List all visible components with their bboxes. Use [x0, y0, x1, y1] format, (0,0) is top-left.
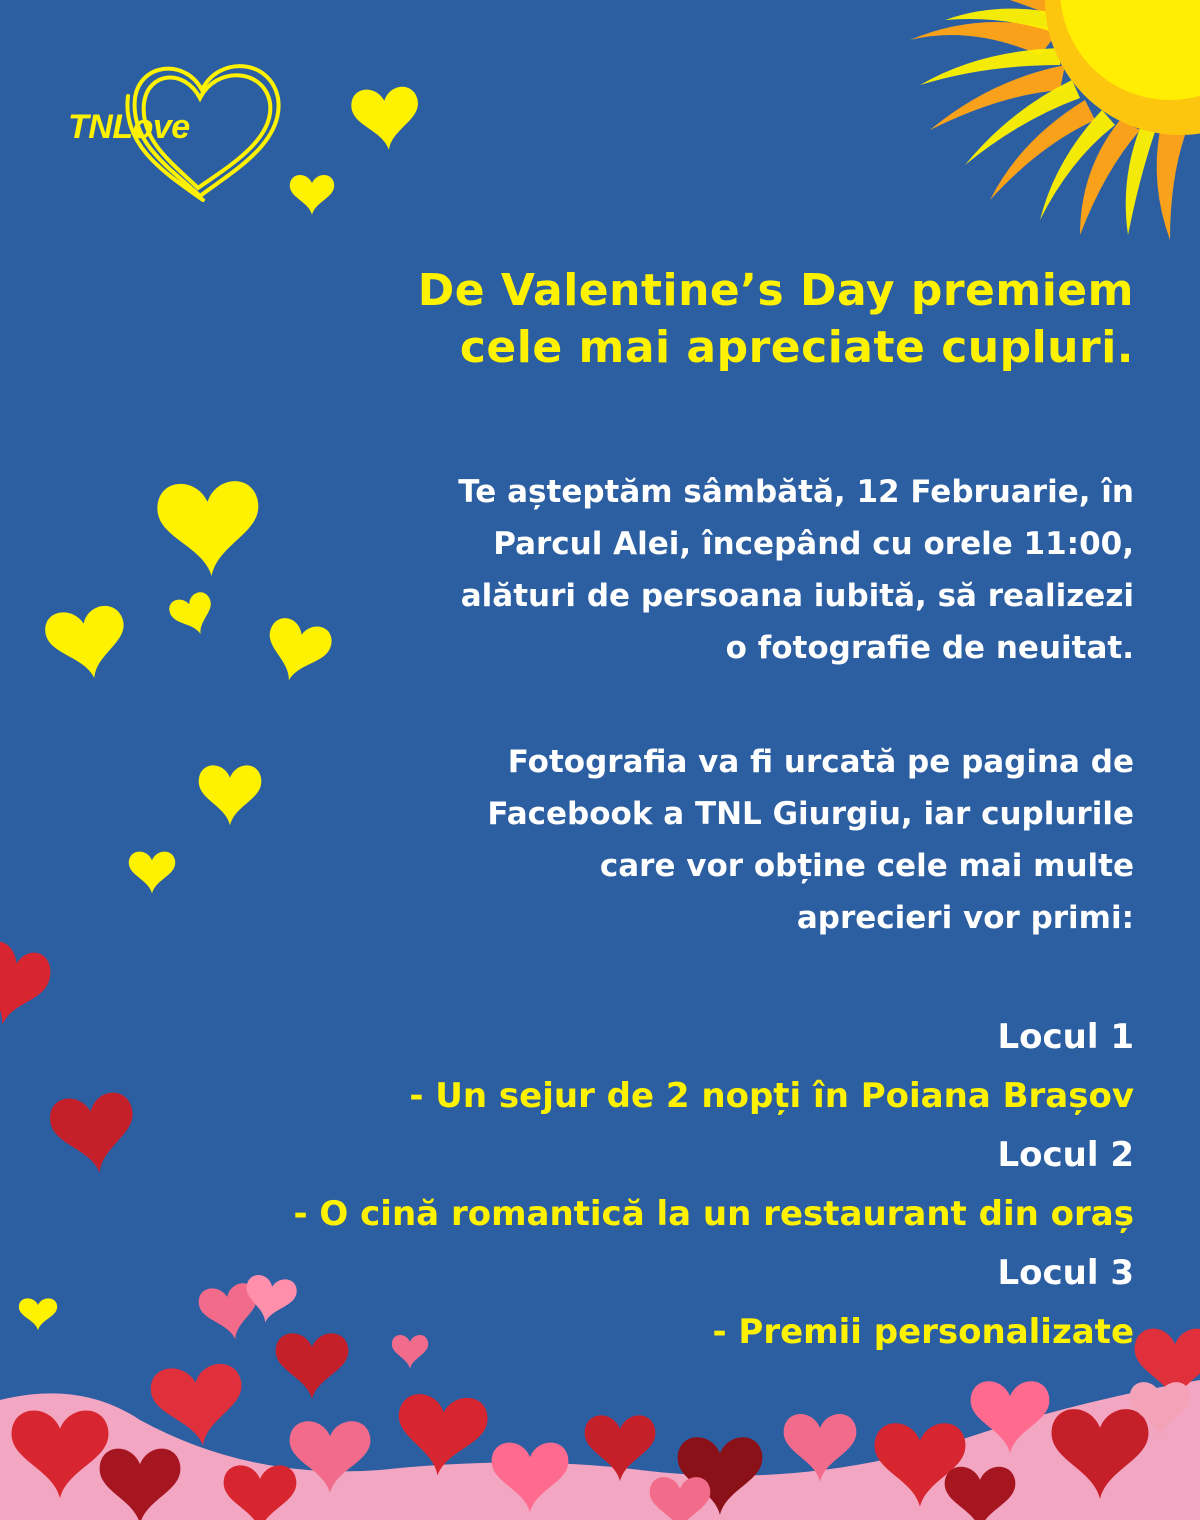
details-line: Facebook a TNL Giurgiu, iar cuplurile [487, 796, 1134, 832]
heart-icon [290, 175, 334, 215]
prize-text: - O cină romantică la un restaurant din oraș [293, 1194, 1134, 1234]
prize-title: Locul 1 [997, 1017, 1134, 1057]
prize-title: Locul 3 [997, 1253, 1134, 1293]
heart-icon [42, 603, 133, 684]
prize-text: - Premii personalizate [712, 1312, 1134, 1352]
prize-text: - Un sejur de 2 nopți în Poiana Brașov [409, 1076, 1134, 1116]
intro-line: o fotografie de neuitat. [725, 630, 1134, 666]
details-paragraph [234, 736, 1134, 944]
heart-icon [166, 590, 220, 641]
prizes-list [4, 1008, 1134, 1362]
logo-text: TNLove [68, 108, 190, 146]
intro-line: Te așteptăm sâmbătă, 12 Februarie, în [458, 474, 1134, 510]
prize-title: Locul 2 [997, 1135, 1134, 1175]
details-line: care vor obține cele mai multe [599, 848, 1134, 884]
headline-line: cele mai apreciate cupluri. [459, 322, 1134, 373]
intro-line: alături de persoana iubită, să realizezi [460, 578, 1134, 614]
heart-icon [129, 852, 175, 894]
sun-icon [910, 0, 1200, 240]
intro-paragraph [234, 466, 1134, 674]
headline-line: De Valentine’s Day premiem [417, 265, 1134, 316]
headline [134, 262, 1134, 376]
intro-line: Parcul Alei, începând cu orele 11:00, [493, 526, 1134, 562]
details-line: Fotografia va fi urcată pe pagina de [507, 744, 1134, 780]
tnlove-logo [60, 48, 290, 208]
details-line: aprecieri vor primi: [796, 900, 1134, 936]
heart-icon [350, 86, 422, 153]
